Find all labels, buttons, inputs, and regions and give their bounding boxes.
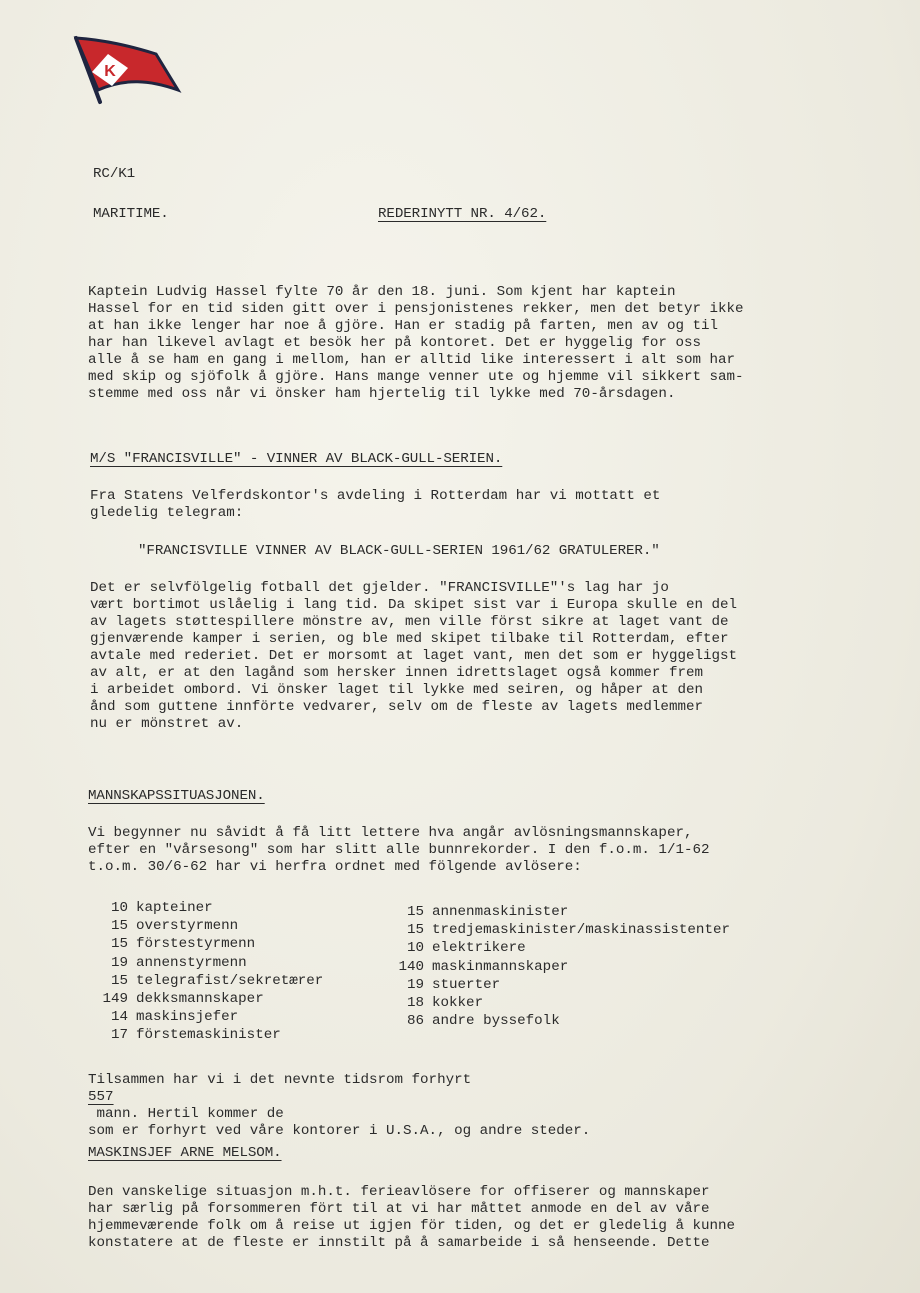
text-line: med skip og sjöfolk å gjöre. Hans mange venner ute og hjemme vil sikkert sam- <box>88 369 744 385</box>
list-item: 19 stuerter <box>406 976 501 993</box>
text-line: Fra Statens Velferdskontor's avdeling i Rotterdam har vi mottatt et <box>90 488 661 504</box>
company-flag-logo <box>70 34 182 106</box>
section-heading-maskinsjef: MASKINSJEF ARNE MELSOM. <box>88 1145 282 1161</box>
maskinsjef-paragraph <box>88 1184 735 1252</box>
text-line: av alt, er at den lagånd som hersker innen idrettslaget også kommer frem <box>90 665 703 681</box>
list-item: 15 telegrafist/sekretærer <box>110 972 324 989</box>
text-line: alle å se ham en gang i mellom, han er alltid like interessert i alt som har <box>88 352 736 368</box>
mannskap-intro-paragraph <box>88 825 710 876</box>
text-line: i arbeidet ombord. Vi önsker laget til lykke med seiren, og håper at den <box>90 682 703 698</box>
text-line: Tilsammen har vi i det nevnte tidsrom forhyrt 557 mann. Hertil kommer de <box>88 1072 590 1123</box>
text-line: at han ikke lenger har noe å gjöre. Han er stadig på farten, men av og til <box>88 318 719 334</box>
text-line: t.o.m. 30/6-62 har vi herfra ordnet med fölgende avlösere: <box>88 859 582 875</box>
francisville-intro-paragraph <box>90 488 660 522</box>
text-line: som er forhyrt ved våre kontorer i U.S.A., og andre steder. <box>88 1123 591 1139</box>
text-line: gledelig telegram: <box>90 505 244 521</box>
text-line: Hassel for en tid siden gitt over i pensjonistenes rekker, men det betyr ikke <box>88 301 744 317</box>
list-item: 140 maskinmannskaper <box>398 958 569 975</box>
list-item: 15 overstyrmenn <box>110 918 239 935</box>
list-item: 10 elektrikere <box>406 940 526 957</box>
relief-crew-list-left <box>96 899 323 1045</box>
text-line: har særlig på forsommeren fört til at vi har måttet anmode en del av våre <box>88 1201 710 1217</box>
text-line: Kaptein Ludvig Hassel fylte 70 år den 18. juni. Som kjent har kaptein <box>88 284 676 300</box>
list-item: 15 annenmaskinister <box>406 904 569 920</box>
telegram-quote: "FRANCISVILLE VINNER AV BLACK-GULL-SERIEN 1961/62 GRATULERER." <box>138 543 660 559</box>
list-item: 14 maskinsjefer <box>110 1009 239 1026</box>
list-item: 86 andre byssefolk <box>406 1013 560 1030</box>
text-line: efter en "vårsesong" som har slitt alle bunnrekorder. I den f.o.m. 1/1-62 <box>88 842 710 858</box>
section-heading-francisville: M/S "FRANCISVILLE" - VINNER AV BLACK-GULL-SERIEN. <box>90 451 503 467</box>
list-item: 19 annenstyrmenn <box>110 954 247 971</box>
text-line: Det er selvfölgelig fotball det gjelder. "FRANCISVILLE"'s lag har jo <box>90 580 669 596</box>
reference-code: RC/K1 <box>93 166 136 182</box>
mannskap-total-paragraph <box>88 1072 590 1140</box>
flag-letter: K <box>104 63 116 80</box>
list-item: 18 kokker <box>406 995 484 1012</box>
text-line: konstatere at de fleste er innstilt på å samarbeide i så henseende. Dette <box>88 1235 710 1251</box>
newsletter-title: REDERINYTT NR. 4/62. <box>378 206 547 222</box>
text-line: av lagets støttespillere mönstre av, men ville först sikre at laget vant de <box>90 614 729 630</box>
text-line: stemme med oss når vi önsker ham hjertelig til lykke med 70-årsdagen. <box>88 386 676 402</box>
text-line: Vi begynner nu såvidt å få litt lettere hva angår avlösningsmannskaper, <box>88 825 693 841</box>
text-line: nu er mönstret av. <box>90 716 244 732</box>
list-item: 10 kapteiner <box>110 900 213 916</box>
total-hired-count: 557 <box>88 1089 114 1105</box>
text-line: vært bortimot uslåelig i lang tid. Da skipet sist var i Europa skulle en del <box>90 597 738 613</box>
list-item: 149 dekksmannskaper <box>102 991 264 1008</box>
text-line: ånd som guttene innförte vedvarer, selv om de fleste av lagets medlemmer <box>90 699 703 715</box>
list-item: 15 förstestyrmenn <box>110 936 256 953</box>
text-line: hjemmeværende folk om å reise ut igjen för tiden, og det er gledelig å kunne <box>88 1218 736 1234</box>
text-line: avtale med rederiet. Det er morsomt at laget vant, men det som er hyggeligst <box>90 648 738 664</box>
relief-crew-list-right <box>392 903 730 1030</box>
intro-paragraph <box>88 284 744 403</box>
section-heading-mannskap: MANNSKAPSSITUASJONEN. <box>88 788 265 804</box>
department-label: MARITIME. <box>93 206 169 222</box>
text-line: Den vanskelige situasjon m.h.t. ferieavlösere for offiserer og mannskaper <box>88 1184 710 1200</box>
text-line: har han likevel avlagt et besök her på kontoret. Det er hyggelig for oss <box>88 335 701 351</box>
francisville-body-paragraph <box>90 580 737 733</box>
text-line: gjenværende kamper i serien, og ble med skipet tilbake til Rotterdam, efter <box>90 631 729 647</box>
list-item: 15 tredjemaskinister/maskinassistenter <box>406 922 730 939</box>
list-item: 17 förstemaskinister <box>110 1027 281 1044</box>
